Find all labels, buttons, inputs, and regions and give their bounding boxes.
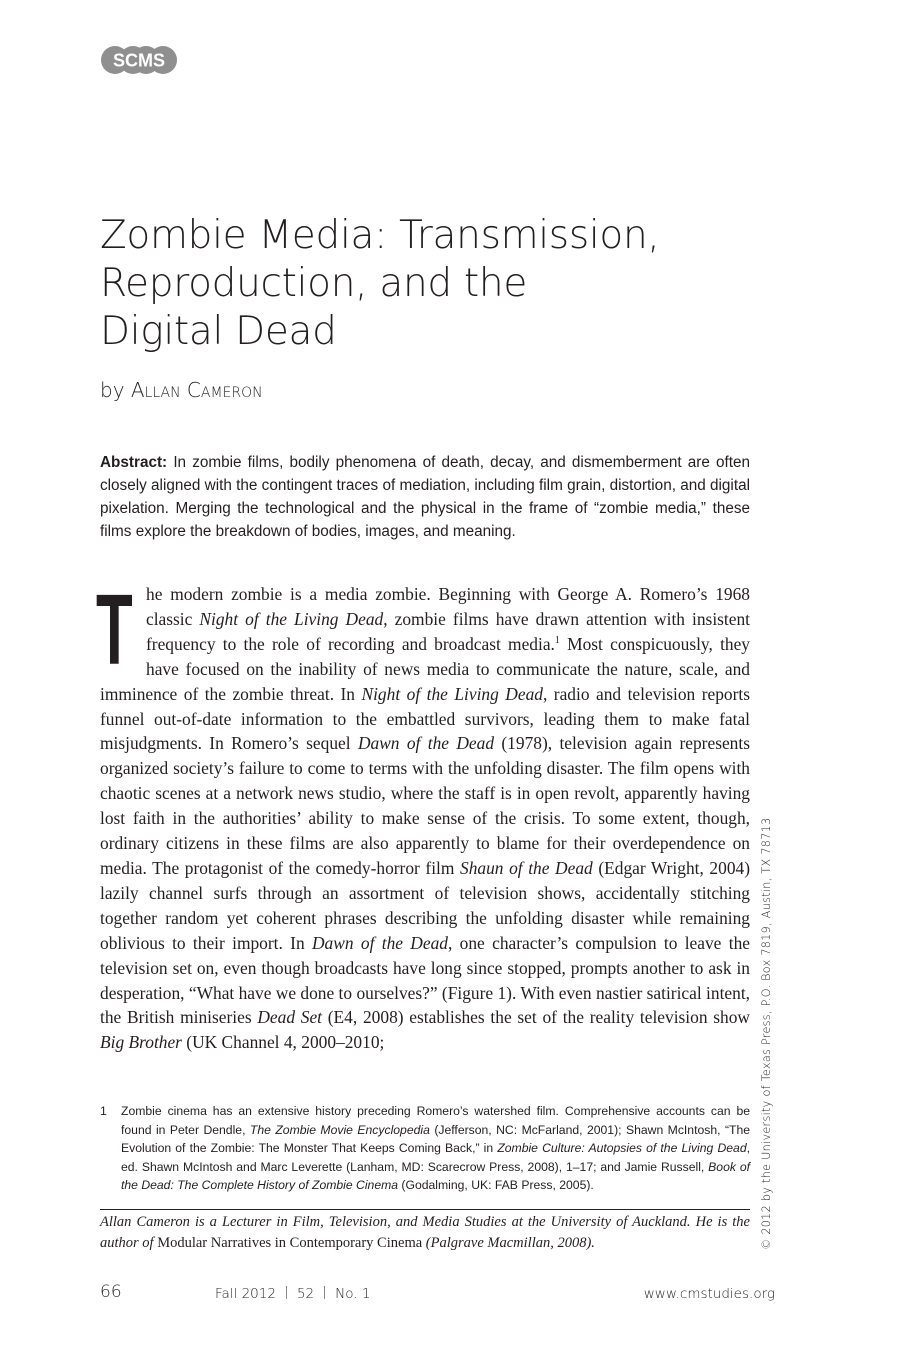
separator xyxy=(324,1286,325,1299)
title-line-2: Reproduction, and the xyxy=(100,261,528,306)
issue-info xyxy=(215,1286,370,1302)
body-text-segment: , one character’s compulsion to leave the television set on, even though broadcasts have long since stopped, prompts another to ask in desperation, “What have we done to ourselves?” (Figure 1). With even nastier satirical intent, the British miniseries xyxy=(100,932,750,1028)
issue-number: No. 1 xyxy=(335,1286,371,1302)
page-number: 66 xyxy=(100,1282,122,1302)
article-title xyxy=(100,212,740,356)
author-bio xyxy=(100,1212,750,1254)
drop-cap: T xyxy=(96,574,133,686)
body-text-segment: Most conspicuously, they have focused on the inability of news media to communicate the nature, scale, and imminence of the zombie threat. In xyxy=(100,633,751,704)
title-line-3: Digital Dead xyxy=(100,309,337,354)
journal-website[interactable]: www.cmstudies.org xyxy=(643,1286,775,1302)
body-text-segment: (Edgar Wright, 2004) lazily channel surfs through an assortment of television shows, accidentally stitching together random yet coherent phrases describing the unfolding disaster while remaining oblivious to their import. In xyxy=(100,857,751,953)
footnote-segment: , ed. Shawn McIntosh and Marc Leverette (Lanham, MD: Scarecrow Press, 2008), 1–17; and Jamie Russell, xyxy=(121,1141,750,1174)
book-title: Zombie Culture: Autopsies of the Living Dead xyxy=(497,1141,747,1155)
film-title: Night of the Living Dead xyxy=(199,608,384,629)
footnote-segment: (Godalming, UK: FAB Press, 2005). xyxy=(398,1178,594,1192)
footnote-segment: (Jefferson, NC: McFarland, 2001); Shawn McIntosh, “The Evolution of the Zombie: The Monster That Keeps Coming Back,” in xyxy=(121,1122,751,1155)
author-name: Allan Cameron xyxy=(130,378,263,402)
body-text-segment: he modern zombie is a media zombie. Beginning with George A. Romero’s 1968 classic xyxy=(146,584,750,629)
footnote xyxy=(100,1102,750,1195)
book-title: The Zombie Movie Encyclopedia xyxy=(249,1122,430,1137)
film-title: Big Brother xyxy=(100,1032,182,1053)
body-text-segment: , radio and television reports funnel out-of-date information to the embattled survivors, leading them to make fatal misjudgments. In Romero’s sequel xyxy=(100,683,750,754)
issue-season: Fall 2012 xyxy=(215,1286,276,1302)
bio-book-title: Modular Narratives in Contemporary Cinema xyxy=(153,1235,426,1251)
abstract-text: In zombie films, bodily phenomena of death, decay, and dismemberment are often closely aligned with the contingent traces of mediation, including film grain, distortion, and digital pixelation. Merging the technological and the physical in the frame of “zombie media,” these films explore the breakdown of bodies, images, and meaning. xyxy=(100,454,751,540)
bio-segment: Allan Cameron is a Lecturer in Film, Television, and Media Studies at the University of Auckland. He is the author of xyxy=(100,1214,750,1251)
film-title: Night of the Living Dead xyxy=(361,683,543,704)
bio-divider xyxy=(100,1209,750,1210)
byline xyxy=(100,378,263,402)
body-text-segment: (1978), television again represents organized society’s failure to come to terms with the unfolding disaster. The film opens with chaotic scenes at a network news studio, where the staff is in open revolt, apparently having lost faith in the authorities’ ability to make sense of the crisis. To some extent, though, ordinary citizens in these films are also apparently to blame for their overdependence on media. The protagonist of the comedy-horror film xyxy=(100,733,750,878)
film-title: Dawn of the Dead xyxy=(312,932,448,953)
logo-text: SCMS xyxy=(112,50,166,71)
copyright-notice: © 2012 by the University of Texas Press, P.O. Box 7819, Austin, TX 78713 xyxy=(760,817,773,1250)
abstract xyxy=(100,451,750,543)
footnote-number: 1 xyxy=(100,1104,107,1118)
separator xyxy=(286,1286,287,1299)
film-title: Dead Set xyxy=(257,1007,323,1028)
bio-segment: (Palgrave Macmillan, 2008). xyxy=(425,1235,595,1251)
footnote-segment: Zombie cinema has an extensive history preceding Romero’s watershed film. Comprehensive accounts can be found in Peter Dendle, xyxy=(121,1104,750,1137)
film-title: Shaun of the Dead xyxy=(460,857,593,878)
byline-by: by xyxy=(100,378,125,402)
footnote-text xyxy=(121,1102,750,1195)
title-line-1: Zombie Media: Transmission, xyxy=(100,213,660,258)
abstract-label: Abstract: xyxy=(100,454,168,471)
footnote-ref[interactable]: 1 xyxy=(554,635,560,647)
body-text-segment: (E4, 2008) establishes the set of the reality television show xyxy=(322,1007,750,1028)
body-paragraph xyxy=(96,574,751,1055)
book-title: Book of the Dead: The Complete History of Zombie Cinema xyxy=(121,1159,750,1192)
film-title: Dawn of the Dead xyxy=(357,733,495,754)
issue-volume: 52 xyxy=(296,1286,315,1302)
body-text-segment: , zombie films have drawn attention with insistent frequency to the role of recording and broadcast media. xyxy=(146,608,751,654)
body-text-segment: (UK Channel 4, 2000–2010; xyxy=(181,1032,385,1053)
scms-logo xyxy=(100,45,178,75)
